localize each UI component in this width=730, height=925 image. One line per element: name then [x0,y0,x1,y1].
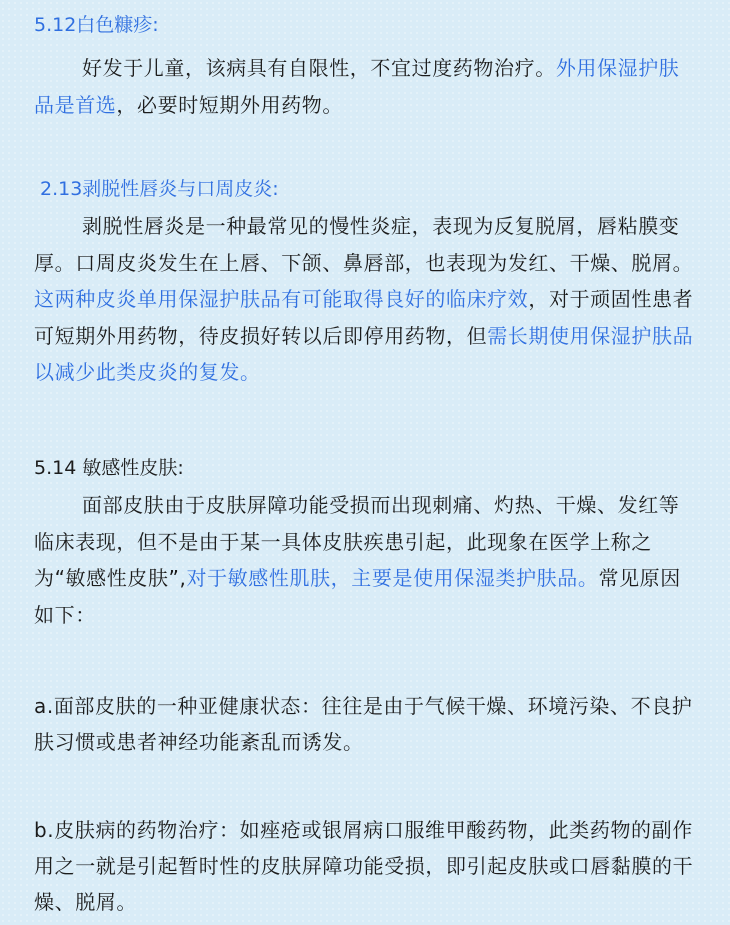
highlight-text-2: 需长期使用保湿护肤品以减少此类皮炎的复发。 [34,323,694,384]
list-item-a: a.面部皮肤的一种亚健康状态：往往是由于气候干燥、环境污染、不良护肤习惯或患者神经功能紊乱而诱发。 [34,694,693,754]
section-paragraph-5-14 [34,487,698,633]
list-item-b: b.皮肤病的药物治疗：如痤疮或银屑病口服维甲酸药物，此类药物的副作用之一就是引起暂时性的皮肤屏障功能受损，即引起皮肤或口唇黏膜的干燥、脱屑。 [34,818,694,914]
highlight-text: 这两种皮炎单用保湿护肤品有可能取得良好的临床疗效 [34,287,529,311]
paragraph-text: 好发于儿童，该病具有自限性，不宜过度药物治疗。 [82,56,556,80]
highlight-text: 对于敏感性肌肤，主要是使用保湿类护肤品。 [186,566,599,590]
section-paragraph-5-12 [34,50,698,123]
highlight-text: 外用保湿护肤品是首选 [34,56,680,117]
paragraph-text-end: ，必要时短期外用药物。 [116,92,344,117]
section-heading-2-13: 2.13剥脱性唇炎与口周皮炎: [40,178,279,200]
paragraph-text: 剥脱性唇炎是一种最常见的慢性炎症，表现为反复脱屑，唇粘膜变厚。口周皮炎发生在上唇、下颌、鼻唇部，也表现为发红、干燥、脱屑。 [34,214,694,275]
paragraph-text-mid: ，对于顽固性患者可短期外用药物，待皮损好转以后即停用药物，但 [34,287,694,348]
section-heading-5-12: 5.12白色糠疹: [34,14,159,36]
paragraph-text-end: 常见原因如下： [34,566,681,627]
paragraph-text: 面部皮肤由于皮肤屏障功能受损而出现刺痛、灼热、干燥、发红等临床表现，但不是由于某一具体皮肤疾患引起，此现象在医学上称之为“敏感性皮肤”, [34,493,680,590]
section-heading-5-14: 5.14 敏感性皮肤: [34,457,184,479]
section-paragraph-2-13 [34,208,698,391]
